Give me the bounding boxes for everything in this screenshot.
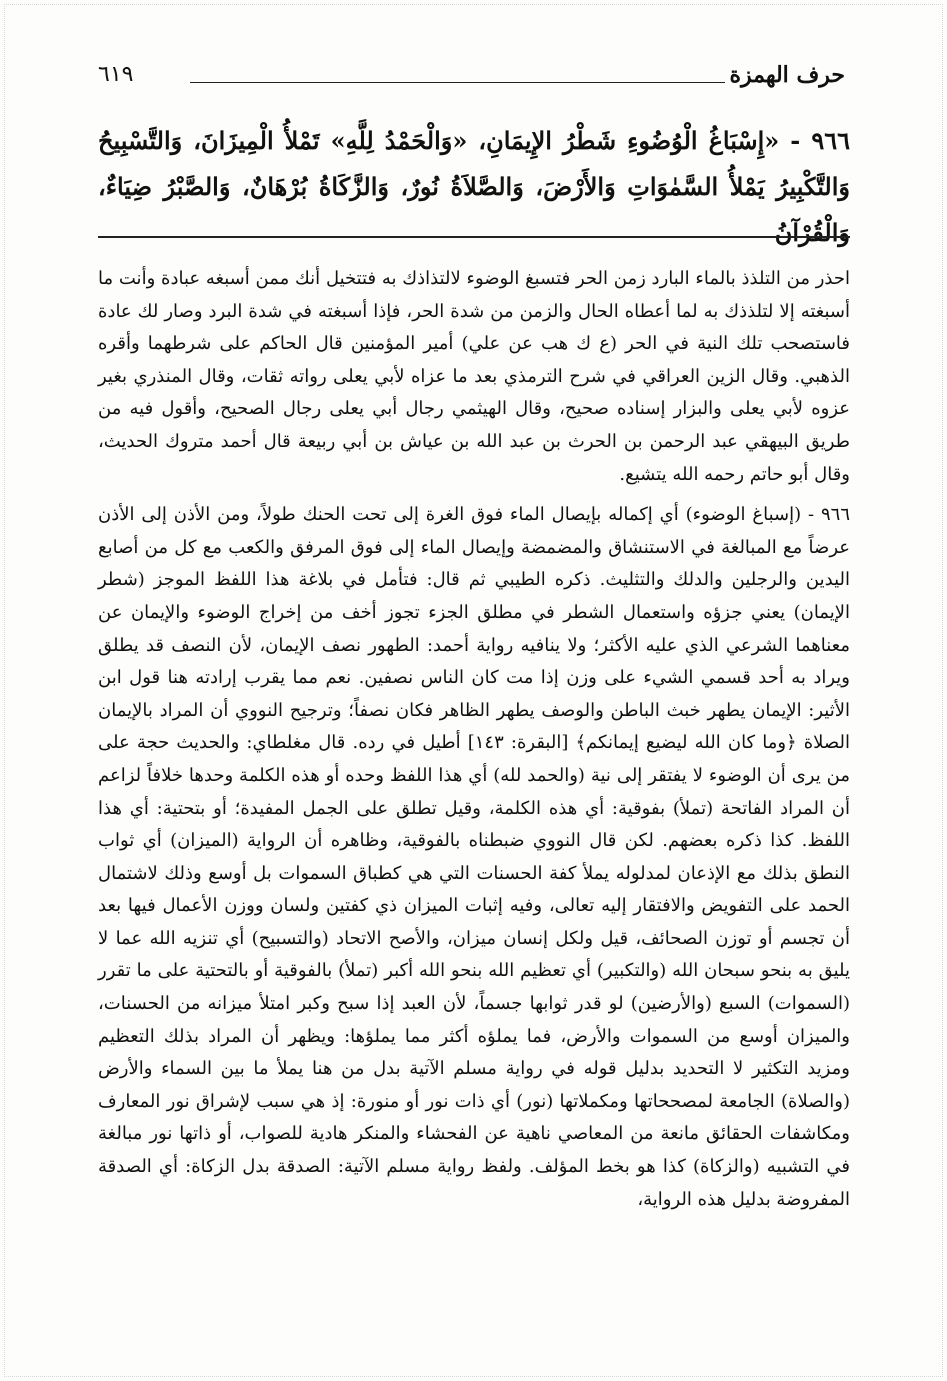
page-header <box>98 62 845 92</box>
section-divider <box>98 236 850 238</box>
hadith-text: ٩٦٦ - «إِسْبَاغُ الْوُضُوءِ شَطْرُ الإِيمَانِ، «وَالْحَمْدُ لِلَّهِ» تَمْلأُ الْمِيزَانَ، وَالتَّسْبِيحُ وَالتَّكْبِيرُ يَمْلأُ السَّمٰوَاتِ وَالأَرْضَ، وَالصَّلاَةُ نُورٌ، وَالزَّكَاةُ بُرْهَانٌ، وَالصَّبْرُ ضِيَاءٌ، وَالْقُرْآنُ <box>98 126 851 247</box>
commentary-paragraph-1: احذر من التلذذ بالماء البارد زمن الحر فتسبغ الوضوء لالتذاذك به فتتخيل أنك ممن أسبغه عبادة وأنت ما أسبغته إلا لتلذذك به لما أعطاه الحال والزمن من شدة الحر، فإذا أسبغته في شدة البرد وصار لك عادة فاستصحب تلك النية في الحر (ع ك هب عن علي) أمير المؤمنين قال الحاكم على شرطهما وأقره الذهبي. وقال الزين العراقي في شرح الترمذي بعد ما عزاه لأبي يعلى رواته ثقات، وقال المنذري بغير عزوه لأبي يعلى والبزار إسناده صحيح، وقال الهيثمي رجال أبي يعلى رجال الصحيح، وأقول فيه من طريق البيهقي عبد الرحمن بن الحرث بن عبد الله بن عياش بن أبي ربيعة قال أحمد متروك الحديث، وقال أبو حاتم رحمه الله يتشيع. <box>98 268 850 485</box>
commentary-paragraph-2: ٩٦٦ - (إسباغ الوضوء) أي إكماله بإيصال الماء فوق الغرة إلى تحت الحنك طولاً، ومن الأذن إلى الأذن عرضاً مع المبالغة في الاستنشاق والمضمضة وإيصال الماء إلى فوق المرفق والكعب مع كل من أصابع اليدين والرجلين والدلك والتثليث. ذكره الطيبي ثم قال: فتأمل في بلاغة هذا اللفظ الموجز (شطر الإيمان) يعني جزؤه واستعمال الشطر في مطلق الجزء تجوز أخف من إخراج الوضوء والإيمان عن معناهما الشرعي الذي عليه الأكثر؛ ولا ينافيه رواية أحمد: الطهور نصف الإيمان، لأن النصف قد يطلق ويراد به أحد قسمي الشيء على وزن إذا مت كان الناس نصفين. نعم مما يقرب إرادته هنا قول ابن الأثير: الإيمان يطهر خبث الباطن والوصف يطهر الظاهر فكان نصفاً؛ وترجيح النووي أن المراد بالإيمان الصلاة ﴿وما كان الله ليضيع إيمانكم﴾ [البقرة: ١٤٣] أطيل في رده. قال مغلطاي: والحديث حجة على من يرى أن الوضوء لا يفتقر إلى نية (والحمد لله) أي هذا اللفظ وحده أو هذه الكلمة وحدها خلافاً لزاعم أن المراد الفاتحة (تملأ) بفوقية: أي هذه الكلمة، وقيل تطلق على الجمل المفيدة؛ أو بتحتية: أي هذا اللفظ. كذا ذكره بعضهم. لكن قال النووي ضبطناه بالفوقية، وظاهره أن الرواية (الميزان) أي ثواب النطق بذلك مع الإذعان لمدلوله يملأ كفة الحسنات التي هي كطباق السموات بل أوسع وذلك لاشتمال الحمد على التفويض والافتقار إليه تعالى، وفيه إثبات الميزان ذي كفتين ولسان ووزن الأعمال فيها بعد أن تجسم أو توزن الصحائف، قيل ولكل إنسان ميزان، والأصح الاتحاد (والتسبيح) أي تنزيه الله عما لا يليق به بنحو سبحان الله (والتكبير) أي تعظيم الله بنحو الله أكبر (تملأ) بالفوقية أو بالتحتية على ما تقرر (السموات) السبع (والأرضين) لو قدر ثوابها جسماً، لأن العبد إذا سبح وكبر امتلأ ميزانه من الحسنات، والميزان أوسع من السموات والأرض، فما يملؤه أكثر مما يملؤها: ويظهر أن المراد بذلك التعظيم ومزيد التكثير لا التحديد بدليل قوله في رواية مسلم الآتية بدل من هنا يملأ ما بين السماء والأرض (والصلاة) الجامعة لمصححاتها ومكملاتها (نور) أي ذات نور أو منورة: إذ هي سبب لإشراق نور المعارف ومكاشفات الحقائق مانعة من المعاصي ناهية عن الفحشاء والمنكر هادية للصواب، أو ذاتها نور مبالغة في التشبيه (والزكاة) كذا هو بخط المؤلف. ولفظ رواية مسلم الآتية: الصدقة بدل الزكاة: أي الصدقة المفروضة بدليل هذه الرواية، <box>98 504 851 1210</box>
header-rule <box>190 82 725 83</box>
header-title: حرف الهمزة <box>729 62 845 88</box>
page-number: ٦١٩ <box>98 62 134 87</box>
commentary <box>98 263 850 1216</box>
